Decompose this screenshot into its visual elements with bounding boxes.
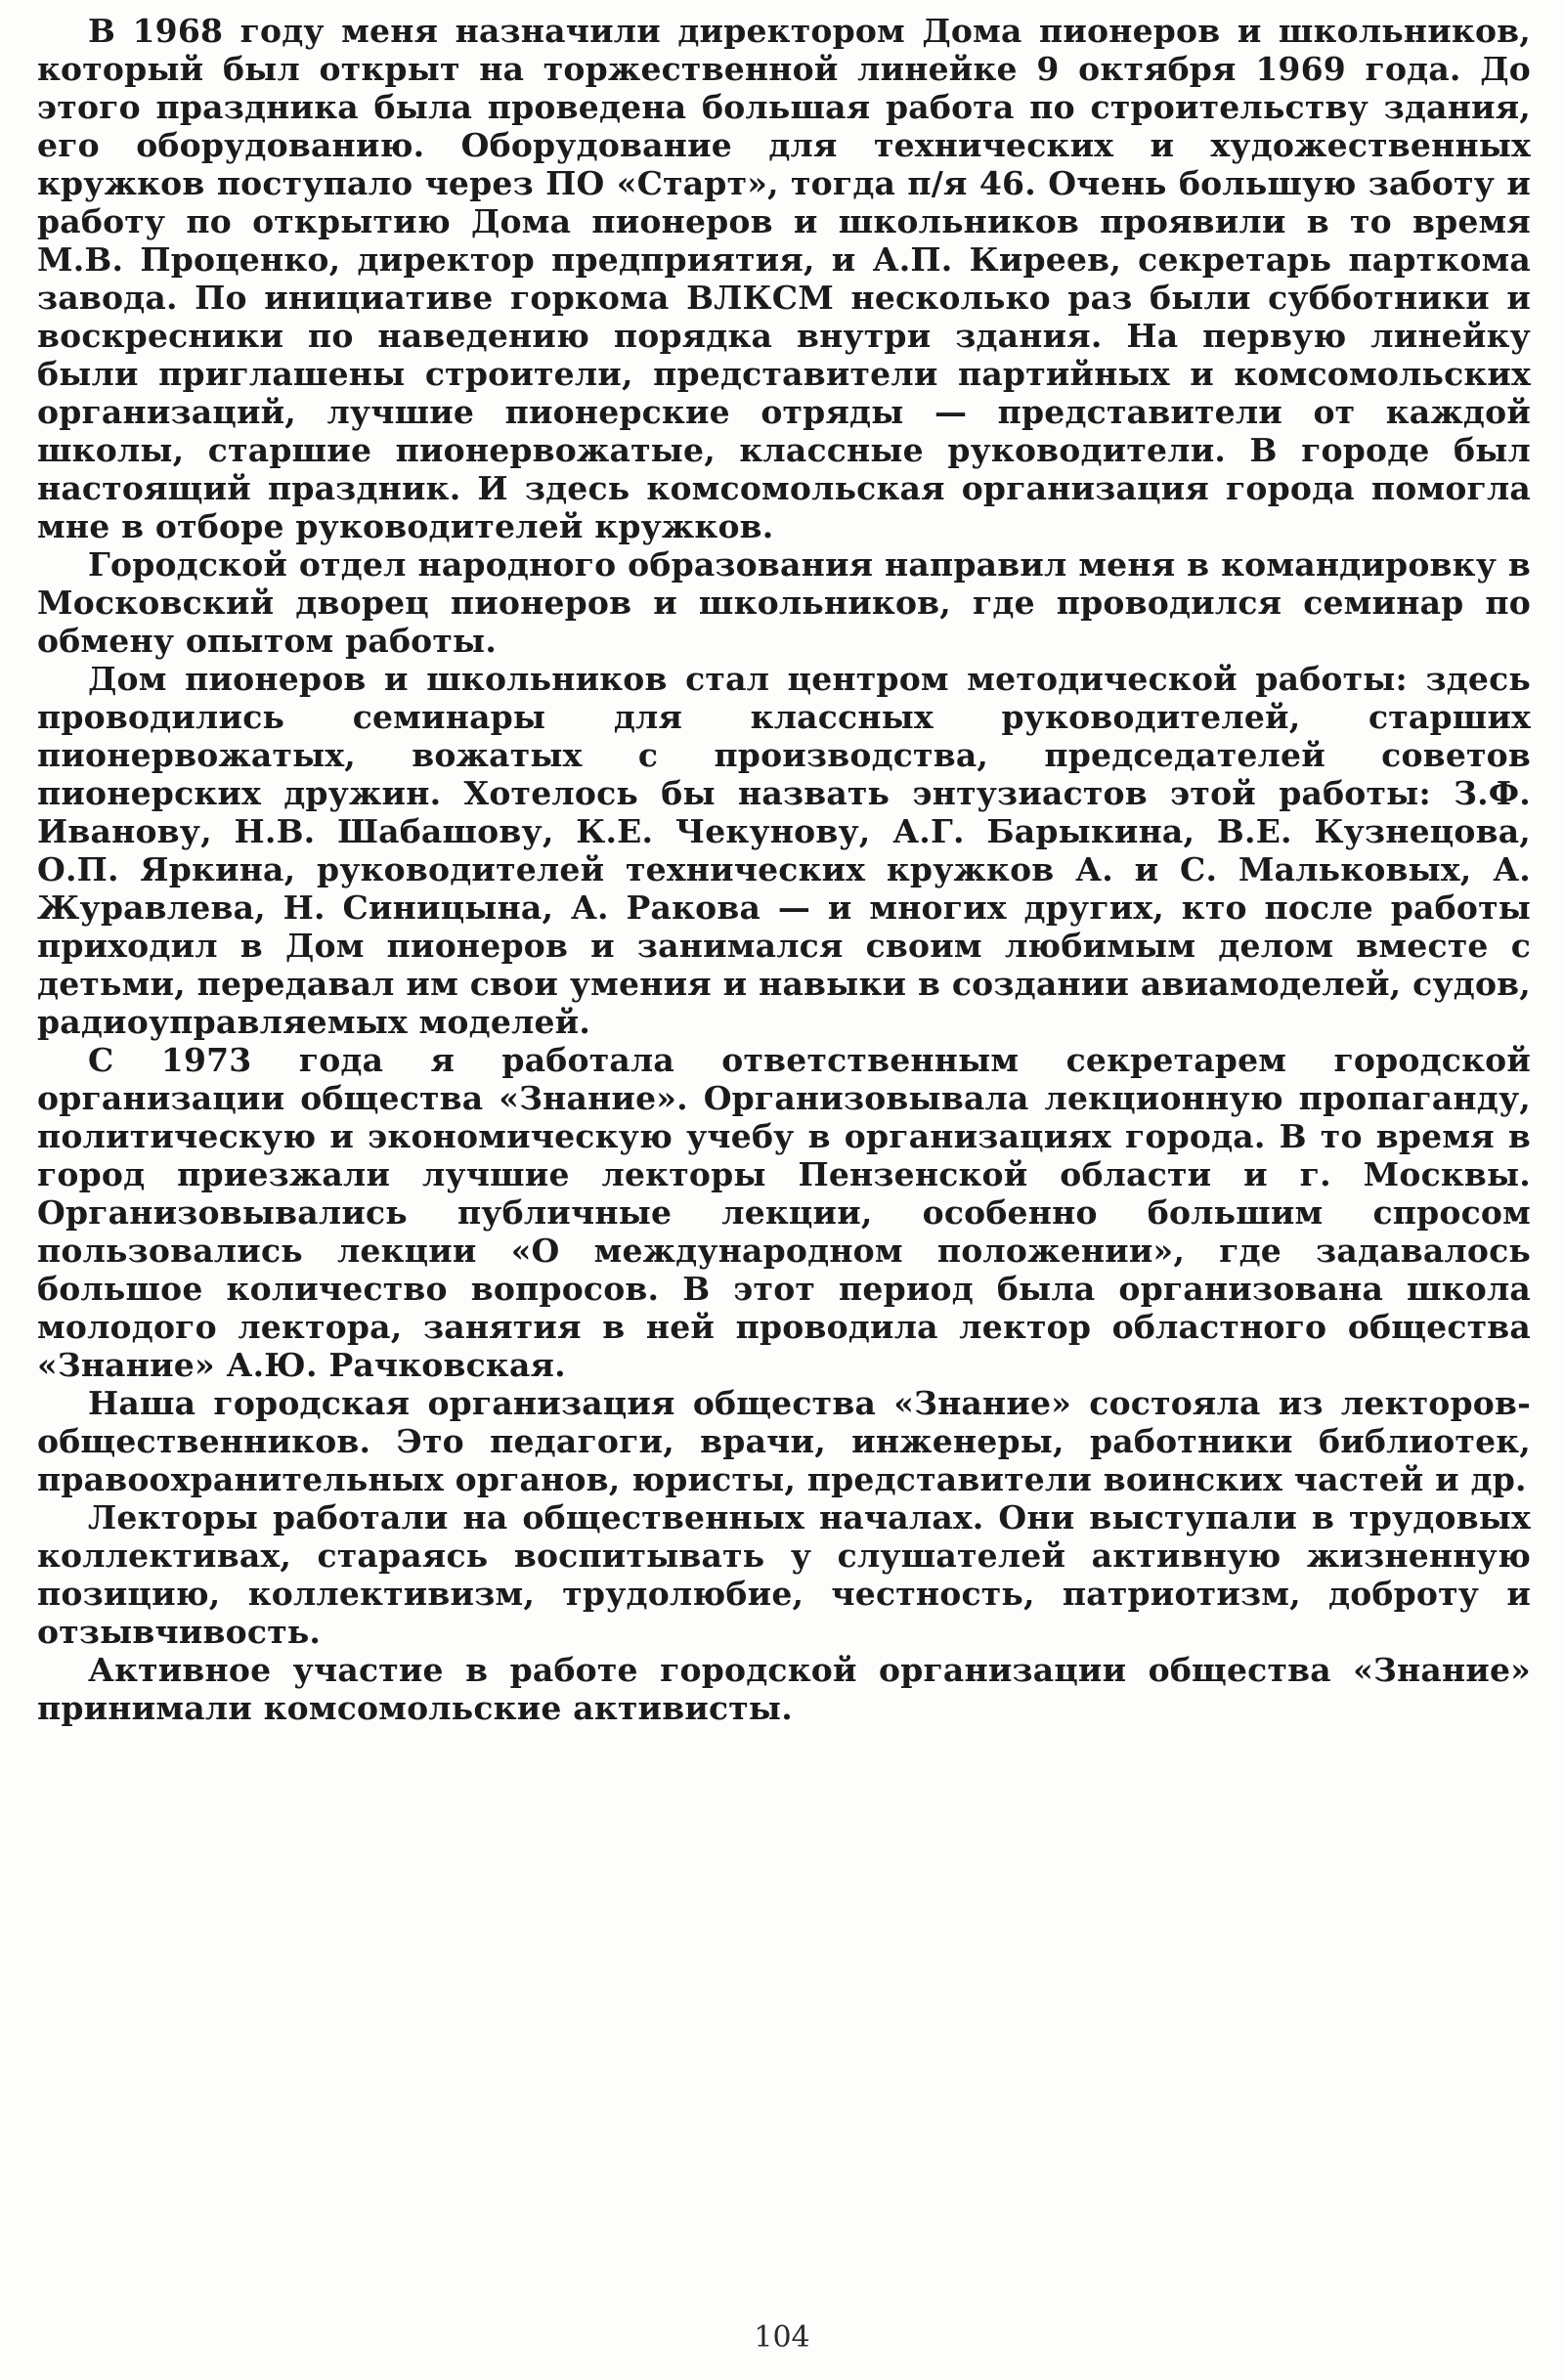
paragraph-7: Активное участие в работе городской организации общества «Знание» принимали комсомольские активисты. [37,1651,1531,1727]
paragraph-6: Лекторы работали на общественных началах. Они выступали в трудовых коллективах, стараясь воспитывать у слушателей активную жизненную позицию, коллективизм, трудолюбие, честность, патриотизм, доброту и отзывчивость. [37,1498,1531,1651]
paragraph-2: Городской отдел народного образования направил меня в командировку в Московский дворец пионеров и школьников, где проводился семинар по обмену опытом работы. [37,545,1531,660]
page-number: 104 [754,2320,810,2355]
paragraph-4: С 1973 года я работала ответственным секретарем городской организации общества «Знание». Организовывала лекционную пропаганду, политическую и экономическую учебу в организациях города. В то время в город приезжали лучшие лекторы Пензенской области и г. Москвы. Организовывались публичные лекции, особенно большим спросом пользовались лекции «О международном положении», где задавалось большое количество вопросов. В этот период была организована школа молодого лектора, занятия в ней проводила лектор областного общества «Знание» А.Ю. Рачковская. [37,1041,1531,1384]
paragraph-5: Наша городская организация общества «Знание» состояла из лекторов-общественников. Это педагоги, врачи, инженеры, работники библиотек, правоохранительных органов, юристы, представители воинских частей и др. [37,1384,1531,1498]
paragraph-3: Дом пионеров и школьников стал центром методической работы: здесь проводились семинары для классных руководителей, старших пионервожатых, вожатых с производства, председателей советов пионерских дружин. Хотелось бы назвать энтузиастов этой работы: З.Ф. Иванову, Н.В. Шабашову, К.Е. Чекунову, А.Г. Барыкина, В.Е. Кузнецова, О.П. Яркина, руководителей технических кружков А. и С. Мальковых, А. Журавлева, Н. Синицына, А. Ракова — и многих других, кто после работы приходил в Дом пионеров и занимался своим любимым делом вместе с детьми, передавал им свои умения и навыки в создании авиамоделей, судов, радиоуправляемых моделей. [37,660,1531,1041]
paragraph-1: В 1968 году меня назначили директором Дома пионеров и школьников, который был открыт на торжественной линейке 9 октября 1969 года. До этого праздника была проведена большая работа по строительству здания, его оборудованию. Оборудование для технических и художественных кружков поступало через ПО «Старт», тогда п/я 46. Очень большую заботу и работу по открытию Дома пионеров и школьников проявили в то время М.В. Проценко, директор предприятия, и А.П. Киреев, секретарь парткома завода. По инициативе горкома ВЛКСМ несколько раз были субботники и воскресники по наведению порядка внутри здания. На первую линейку были приглашены строители, представители партийных и комсомольских организаций, лучшие пионерские отряды — представители от каждой школы, старшие пионервожатые, классные руководители. В городе был настоящий праздник. И здесь комсомольская организация города помогла мне в отборе руководителей кружков. [37,12,1531,545]
text-block [37,12,1531,1727]
